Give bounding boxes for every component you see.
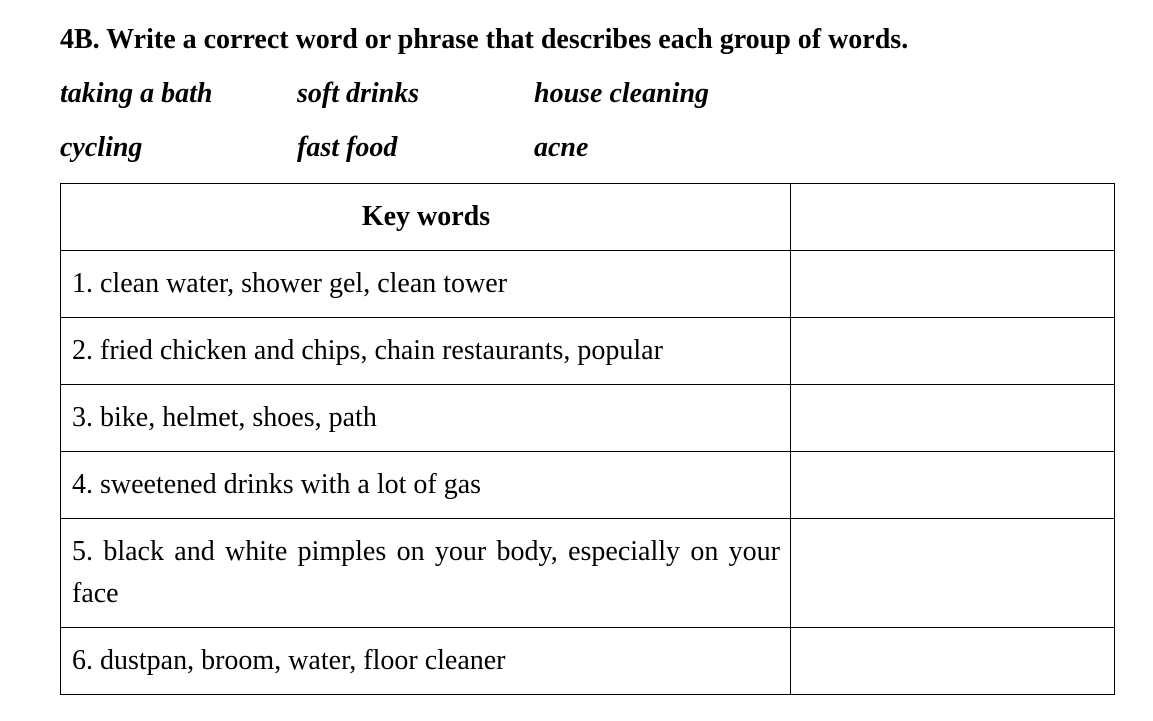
- word-bank-item: acne: [534, 132, 589, 163]
- table-row: [61, 251, 1115, 318]
- answer-cell[interactable]: [791, 628, 1115, 695]
- answer-cell[interactable]: [791, 251, 1115, 318]
- answer-cell[interactable]: [791, 452, 1115, 519]
- table-row: [61, 385, 1115, 452]
- key-words-cell: 6. dustpan, broom, water, floor cleaner: [61, 628, 791, 695]
- table-row: [61, 452, 1115, 519]
- key-words-header: Key words: [61, 184, 791, 251]
- word-bank-item: house cleaning: [534, 78, 710, 109]
- answer-cell[interactable]: [791, 385, 1115, 452]
- table-row: [61, 628, 1115, 695]
- word-bank-item: cycling: [60, 132, 143, 163]
- key-words-cell: 4. sweetened drinks with a lot of gas: [61, 452, 791, 519]
- word-bank-item: soft drinks: [297, 78, 420, 109]
- key-words-cell: 5. black and white pimples on your body, especially on your face: [61, 519, 791, 628]
- table-header-row: [61, 184, 1115, 251]
- key-words-cell: 3. bike, helmet, shoes, path: [61, 385, 791, 452]
- key-words-cell: 1. clean water, shower gel, clean tower: [61, 251, 791, 318]
- key-words-cell: 2. fried chicken and chips, chain restaurants, popular: [61, 318, 791, 385]
- exercise-title: 4B. Write a correct word or phrase that describes each group of words.: [60, 24, 909, 55]
- table-row: [61, 318, 1115, 385]
- answer-cell[interactable]: [791, 318, 1115, 385]
- table-row: [61, 519, 1115, 628]
- word-bank-item: taking a bath: [60, 78, 213, 109]
- answer-header-cell: [791, 184, 1115, 251]
- key-words-table: [60, 183, 1115, 695]
- word-bank-item: fast food: [297, 132, 398, 163]
- answer-cell[interactable]: [791, 519, 1115, 628]
